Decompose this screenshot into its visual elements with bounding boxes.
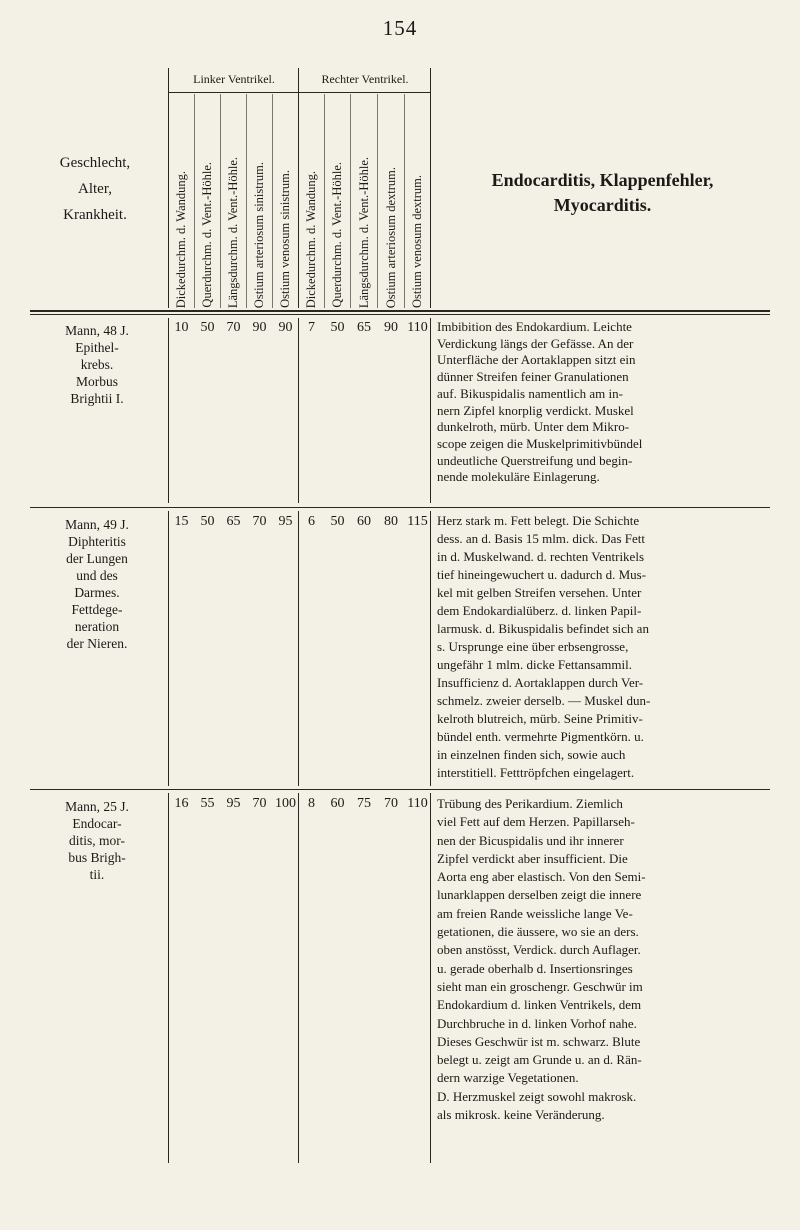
value-cell: 70 [384, 796, 398, 811]
header-measure-col: Querdurchm. d. Vent.-Höhle. [200, 162, 214, 308]
findings-line: viel Fett auf dem Herzen. Papillarseh- [437, 814, 635, 830]
findings-line: interstitiell. Fetttröpfchen eingelagert. [437, 765, 635, 780]
findings-line: scope zeigen die Muskelprimitivbündel [437, 435, 643, 451]
value-cell: 15 [174, 514, 189, 529]
findings-line: Dieses Geschwür ist m. schwarz. Blute [437, 1033, 641, 1049]
findings-line: getationen, die äussere, wo sie an ders. [437, 924, 639, 940]
findings-line: Durchbruche in d. linken Vorhof nahe. [437, 1015, 637, 1031]
findings-line: kelroth blutreich, mürb. Seine Primitiv- [437, 711, 643, 726]
findings-line: nern Zipfel knorplig verdickt. Muskel [437, 402, 634, 418]
findings-line: undeutliche Querstreifung und begin- [437, 452, 633, 468]
header-patient-column [30, 150, 160, 228]
value-cell: 95 [278, 514, 293, 529]
findings-line: Imbibition des Endokardium. Leichte [437, 319, 632, 334]
findings-line: u. gerade oberhalb d. Insertionsringes [437, 960, 633, 976]
header-measure-col: Ostium arteriosum sinistrum. [252, 161, 266, 308]
findings-line: dünner Streifen feiner Granulationen [437, 369, 629, 385]
findings-line: dern warzige Vegetationen. [437, 1070, 579, 1086]
patient-line: der Nieren. [66, 636, 128, 651]
value-cell: 50 [330, 514, 345, 529]
value-cell: 100 [275, 796, 296, 811]
value-cell: 50 [200, 320, 215, 335]
findings-line: kel mit gelben Streifen versehen. Unter [437, 585, 642, 600]
patient-line: Mann, 25 J. [65, 799, 129, 814]
findings-line: Endokardium d. linken Ventrikels, dem [437, 997, 642, 1013]
findings-line: am freien Rande weissliche lange Ve- [437, 905, 633, 921]
value-cell: 110 [407, 320, 428, 335]
patient-line: der Lungen [66, 551, 128, 566]
header-measure-col: Dickedurchm. d. Wandung. [174, 170, 188, 308]
value-cell: 70 [226, 320, 241, 335]
header-findings-line: Myocarditis. [553, 195, 652, 215]
value-cell: 80 [384, 514, 398, 529]
patient-line: und des [76, 568, 118, 583]
findings-line: dess. an d. Basis 15 mlm. dick. Das Fett [437, 531, 645, 546]
header-measure-col: Querdurchm. d. Vent.-Höhle. [330, 162, 344, 308]
findings-line: nende molekuläre Einlagerung. [437, 469, 600, 485]
value-cell: 90 [278, 320, 293, 335]
findings-cell [437, 795, 770, 1124]
value-cell: 10 [174, 320, 189, 335]
findings-line: s. Ursprunge eine über erbsengrosse, [437, 639, 629, 654]
value-cell: 6 [308, 514, 315, 529]
patient-line: Brightii I. [70, 391, 124, 406]
findings-line: Unterfläche der Aortaklappen sitzt ein [437, 352, 636, 368]
value-cell: 55 [200, 796, 215, 811]
findings-line: Herz stark m. Fett belegt. Die Schichte [437, 513, 640, 528]
patient-line: Darmes. [74, 585, 120, 600]
patient-line: krebs. [80, 357, 114, 372]
header-left-ventricle: Linker Ventrikel. [193, 72, 275, 86]
patient-line: Diphteritis [68, 534, 126, 549]
findings-line: tief hineingewuchert u. dadurch d. Mus- [437, 567, 647, 582]
patient-line: Morbus [75, 374, 118, 389]
value-cell: 110 [407, 796, 428, 811]
findings-line: in d. Muskelwand. d. rechten Ventrikels [437, 549, 644, 564]
findings-line: sieht man ein groschengr. Geschwür im [437, 978, 643, 994]
patient-line: Mann, 48 J. [65, 323, 129, 338]
findings-line: in einzelnen finden sich, sowie auch [437, 747, 626, 762]
findings-cell [437, 512, 770, 782]
findings-line: schmelz. zweier derselb. — Muskel dun- [437, 693, 651, 708]
header-measure-col: Ostium venosum dextrum. [410, 175, 424, 308]
header-patient-line: Krankheit. [63, 207, 127, 223]
findings-line: belegt u. zeigt am Grunde u. an d. Rän- [437, 1052, 642, 1068]
value-cell: 50 [200, 514, 215, 529]
value-cell: 60 [357, 514, 371, 529]
header-findings-line: Endocarditis, Klappenfehler, [491, 170, 714, 190]
findings-line: Aorta eng aber elastisch. Von den Semi- [437, 869, 646, 885]
value-cell: 50 [330, 320, 345, 335]
value-cell: 8 [308, 796, 315, 811]
patient-line: ditis, mor- [69, 833, 125, 848]
header-measure-col: Ostium venosum sinistrum. [278, 170, 292, 308]
findings-line: dunkelroth, mürb. Unter dem Mikro- [437, 419, 630, 435]
findings-line: Insufficienz d. Aortaklappen durch Ver- [437, 675, 644, 690]
patient-line: Mann, 49 J. [65, 517, 129, 532]
patient-line: Epithel- [75, 340, 119, 355]
header-measure-col: Längsdurchm. d. Vent.-Höhle. [356, 156, 371, 308]
findings-line: Verdickung längs der Gefässe. An der [437, 335, 634, 351]
patient-line: neration [74, 619, 120, 634]
patient-line: bus Brigh- [68, 850, 126, 865]
findings-line: nen der Bicuspidalis und ihr innerer [437, 832, 624, 848]
value-cell: 60 [330, 796, 345, 811]
patient-cell [34, 322, 160, 407]
value-cell: 70 [252, 796, 267, 811]
header-measure-col: Ostium arteriosum dextrum. [383, 166, 398, 308]
patient-cell [34, 798, 160, 883]
value-cell: 7 [308, 320, 315, 335]
value-cell: 75 [357, 796, 371, 811]
findings-line: dem Endokardialüberz. d. linken Papil- [437, 603, 642, 618]
value-cell: 115 [407, 514, 428, 529]
findings-line: larmusk. d. Bikuspidalis befindet sich an [437, 621, 649, 636]
value-cell: 16 [174, 796, 189, 811]
findings-line: Zipfel verdickt aber insufficient. Die [437, 850, 628, 866]
findings-line: als mikrosk. keine Veränderung. [437, 1107, 605, 1123]
findings-line: bündel enth. vermehrte Pigmentkörn. u. [437, 729, 644, 744]
findings-line: Trübung des Perikardium. Ziemlich [437, 796, 623, 811]
value-cell: 70 [252, 514, 267, 529]
header-patient-line: Geschlecht, [59, 155, 131, 171]
findings-line: lunarklappen derselben zeigt die innere [437, 887, 642, 903]
value-cell: 65 [357, 320, 371, 335]
page-number: 154 [382, 16, 418, 40]
patient-cell [34, 516, 160, 652]
header-right-ventricle: Rechter Ventrikel. [321, 72, 409, 86]
header-measure-col: Dickedurchm. d. Wandung. [304, 170, 318, 308]
patient-line: Fettdege- [71, 602, 123, 617]
header-patient-line: Alter, [78, 181, 112, 197]
findings-line: D. Herzmuskel zeigt sowohl makrosk. [437, 1088, 637, 1104]
findings-line: auf. Bikuspidalis namentlich am in- [437, 385, 623, 401]
value-cell: 95 [226, 796, 241, 811]
value-cell: 90 [384, 320, 398, 335]
patient-line: tii. [89, 867, 105, 882]
findings-line: oben anstösst, Verdick. durch Auflager. [437, 942, 641, 958]
findings-line: ungefähr 1 mlm. dicke Fettansammil. [437, 657, 632, 672]
patient-line: Endocar- [72, 816, 122, 831]
findings-cell [437, 319, 770, 486]
value-cell: 65 [226, 514, 241, 529]
header-measure-col: Längsdurchm. d. Vent.-Höhle. [226, 156, 240, 308]
header-findings-column [435, 168, 770, 218]
value-cell: 90 [252, 320, 267, 335]
